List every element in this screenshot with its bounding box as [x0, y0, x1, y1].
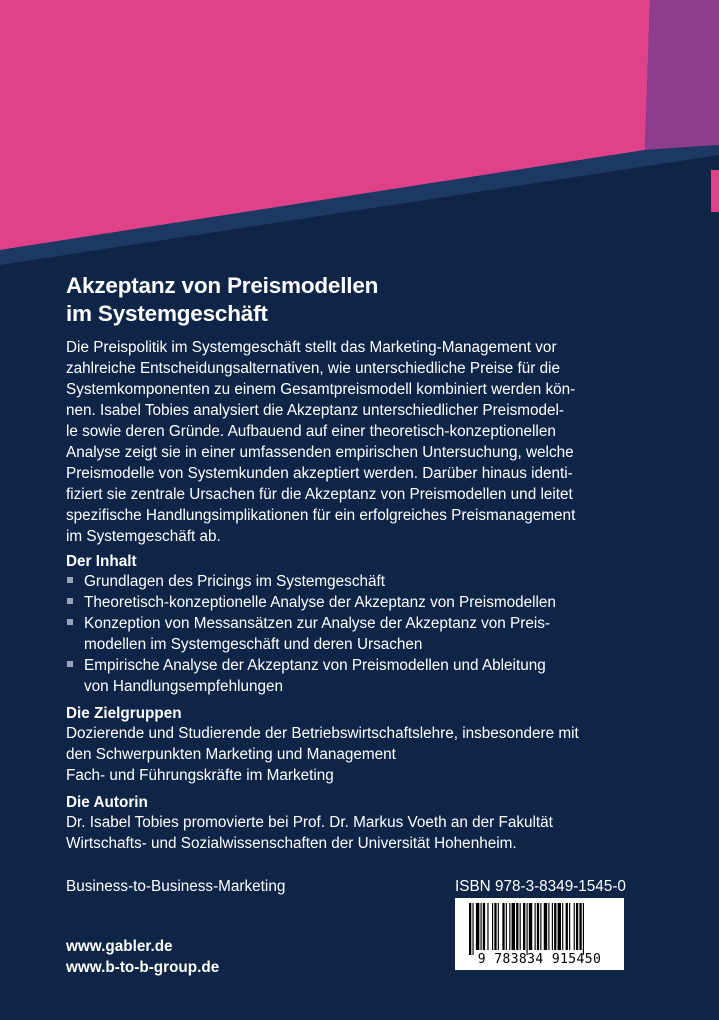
barcode-bar	[527, 903, 528, 955]
edge-tab	[711, 170, 719, 212]
description-line: zahlreiche Entscheidungsalternativen, wie unterschiedliche Preise für die	[66, 360, 561, 377]
barcode-bar	[516, 903, 518, 950]
barcode-bar	[579, 903, 581, 950]
bullet-square-icon	[67, 661, 73, 667]
isbn-barcode	[455, 898, 624, 970]
barcode-bar	[481, 903, 482, 950]
autorin-heading: Die Autorin	[66, 794, 148, 811]
barcode-bar	[502, 903, 504, 950]
barcode-bar	[498, 903, 499, 950]
description-line: Analyse zeigt sie in einer umfassenden empirischen Untersuchung, welche	[66, 444, 574, 461]
publisher-link-b-to-b[interactable]: www.b-to-b-group.de	[66, 959, 220, 976]
bullet-square-icon	[67, 619, 73, 625]
description-line: spezifische Handlungsimplikationen für ein erfolgreiches Preismanagement	[66, 507, 576, 524]
list-item-continuation: modellen im Systemgeschäft und deren Ursachen	[84, 636, 423, 653]
barcode-bar	[576, 903, 578, 950]
barcode-bar	[544, 903, 547, 950]
barcode-bar	[562, 903, 563, 950]
barcode-bar	[512, 903, 515, 950]
barcode-bar	[529, 903, 532, 950]
zielgruppen-heading: Die Zielgruppen	[66, 705, 182, 722]
barcode-bar	[520, 903, 521, 950]
barcode-bar	[554, 903, 556, 950]
barcode-bar	[509, 903, 510, 950]
barcode-bar	[552, 903, 553, 950]
list-item: Theoretisch-konzeptionelle Analyse der Akzeptanz von Preismodellen	[84, 594, 556, 611]
barcode-bar	[494, 903, 496, 950]
barcode-bar	[540, 903, 541, 950]
list-item: Grundlagen des Pricings im Systemgeschäft	[84, 573, 385, 590]
series-name: Business-to-Business-Marketing	[66, 878, 286, 895]
autorin-line: Dr. Isabel Tobies promovierte bei Prof. Dr. Markus Voeth an der Fakultät	[66, 814, 553, 831]
barcode-bar	[566, 903, 568, 950]
barcode-bar	[472, 903, 473, 955]
barcode-bar	[574, 903, 575, 950]
zielgruppen-line: Fach- und Führungskräfte im Marketing	[66, 767, 334, 784]
zielgruppen-line: Dozierende und Studierende der Betriebswirtschaftslehre, insbesondere mit	[66, 725, 579, 742]
barcode-bar	[476, 903, 479, 950]
list-item: Empirische Analyse der Akzeptanz von Preismodellen und Ableitung	[84, 657, 546, 674]
description-line: Die Preispolitik im Systemgeschäft stellt das Marketing-Management vor	[66, 339, 557, 356]
publisher-link-gabler[interactable]: www.gabler.de	[66, 938, 173, 955]
barcode-bar	[583, 903, 584, 955]
description-line: Preismodelle von Systemkunden akzeptiert werden. Darüber hinaus identi-	[66, 465, 573, 482]
barcode-bar	[535, 903, 536, 950]
barcode-digits: 9 783834 915450	[477, 952, 602, 967]
description-line: nen. Isabel Tobies analysiert die Akzeptanz unterschiedlicher Preismodel-	[66, 402, 564, 419]
barcode-bar	[548, 903, 549, 950]
barcode-bar	[492, 903, 493, 950]
barcode-bar	[483, 903, 485, 950]
list-item: Konzeption von Messansätzen zur Analyse der Akzeptanz von Preis-	[84, 615, 550, 632]
barcode-bar	[523, 903, 525, 950]
book-title-line-2: im Systemgeschäft	[66, 301, 268, 326]
barcode-bar	[569, 903, 570, 950]
barcode-bar	[469, 903, 471, 955]
description-line: le sowie deren Gründe. Aufbauend auf einer theoretisch-konzeptionellen	[66, 423, 556, 440]
inhalt-heading: Der Inhalt	[66, 553, 137, 570]
isbn-label: ISBN 978-3-8349-1545-0	[455, 878, 626, 895]
autorin-line: Wirtschafts- und Sozialwissenschaften der Universität Hohenheim.	[66, 835, 517, 852]
description-line: im Systemgeschäft ab.	[66, 528, 221, 545]
bullet-square-icon	[67, 577, 73, 583]
book-title-line-1: Akzeptanz von Preismodellen	[66, 273, 379, 298]
description-line: fiziert sie zentrale Ursachen für die Akzeptanz von Preismodellen und leitet	[66, 486, 573, 503]
list-item-continuation: von Handlungsempfehlungen	[84, 678, 284, 695]
barcode-bar	[537, 903, 539, 950]
barcode-bar	[558, 903, 561, 950]
bullet-square-icon	[67, 598, 73, 604]
barcode-bar	[506, 903, 507, 950]
zielgruppen-line: den Schwerpunkten Marketing und Management	[66, 746, 396, 763]
purple-corner	[645, 0, 719, 150]
barcode-bar	[487, 903, 488, 950]
description-line: Systemkomponenten zu einem Gesamtpreismodell kombiniert werden kön-	[66, 381, 576, 398]
